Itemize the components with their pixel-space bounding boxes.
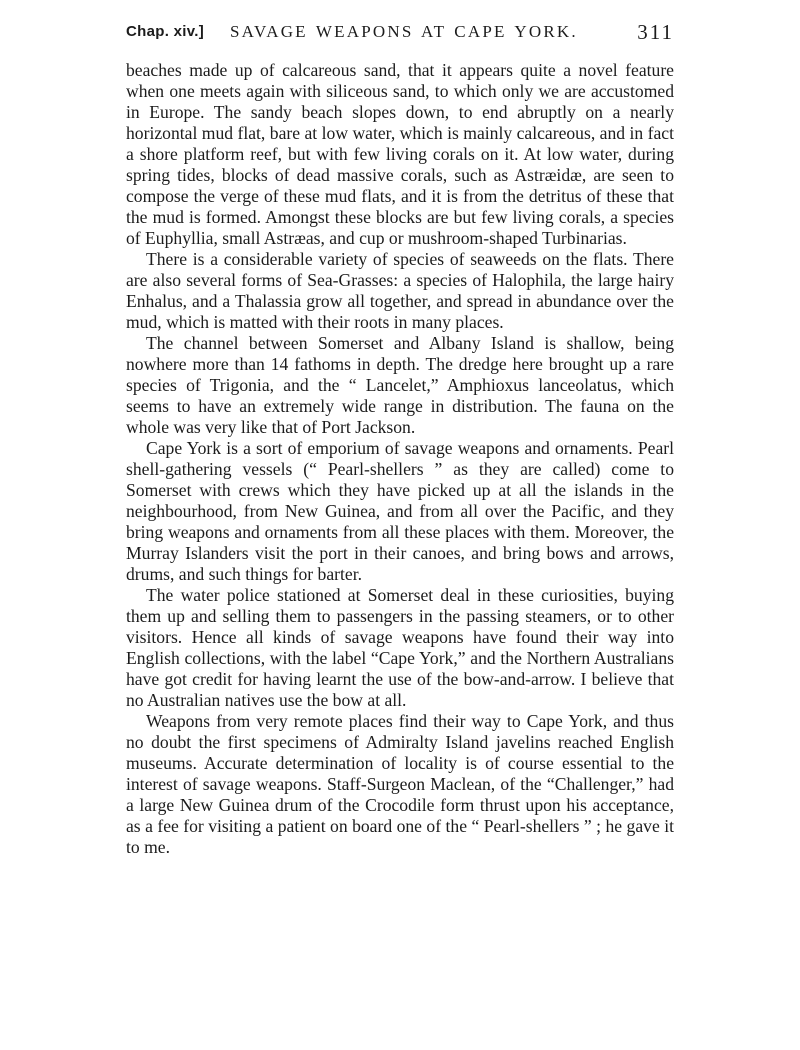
paragraph-3: The channel between Somerset and Albany Island is shallow, being nowhere more than 14 fathoms in depth. The dredge here brought up a rare species of Trigonia, and the “ Lancelet,” Amphioxus lanceolatus, which seems to have an extremely wide range in distribution. The fauna on the whole was very like that of Port Jackson. bbox=[126, 333, 674, 437]
page-body bbox=[126, 60, 674, 858]
page-title: SAVAGE WEAPONS AT CAPE YORK. bbox=[230, 22, 578, 41]
paragraph-4: Cape York is a sort of emporium of savage weapons and ornaments. Pearl shell-gathering vessels (“ Pearl-shellers ” as they are called) come to Somerset with crews which they have picked up at all the islands in the neighbourhood, from New Guinea, and from all over the Pacific, and they bring weapons and ornaments from all these places with them. Moreover, the Murray Islanders visit the port in their canoes, and bring bows and arrows, drums, and such things for barter. bbox=[126, 438, 674, 584]
page-number: 311 bbox=[637, 20, 674, 44]
paragraph-1: beaches made up of calcareous sand, that it appears quite a novel feature when one meets again with siliceous sand, to which only we are accustomed in Europe. The sandy beach slopes down, to end abruptly on a nearly horizontal mud flat, bare at low water, which is mainly calcareous, and in fact a shore platform reef, but with few living corals on it. At low water, during spring tides, blocks of dead massive corals, such as Astræidæ, are seen to compose the verge of these mud flats, and it is from the detritus of these that the mud is formed. Amongst these blocks are but few living corals, a species of Euphyllia, small Astræas, and cup or mushroom-shaped Turbinarias. bbox=[126, 60, 674, 248]
paragraph-6: Weapons from very remote places find their way to Cape York, and thus no doubt the first specimens of Admiralty Island javelins reached English museums. Accurate determination of locality is of course essential to the interest of savage weapons. Staff-Surgeon Maclean, of the “Challenger,” had a large New Guinea drum of the Crocodile form thrust upon his acceptance, as a fee for visiting a patient on board one of the “ Pearl-shellers ” ; he gave it to me. bbox=[126, 711, 674, 857]
paragraph-5: The water police stationed at Somerset deal in these curiosities, buying them up and selling them to passengers in the passing steamers, or to other visitors. Hence all kinds of savage weapons have found their way into English collections, with the label “Cape York,” and the Northern Australians have got credit for having learnt the use of the bow-and-arrow. I believe that no Australian natives use the bow at all. bbox=[126, 585, 674, 710]
running-header bbox=[126, 18, 674, 48]
paragraph-2: There is a considerable variety of species of seaweeds on the flats. There are also several forms of Sea-Grasses: a species of Halophila, the large hairy Enhalus, and a Thalassia grow all together, and spread in abundance over the mud, which is matted with their roots in many places. bbox=[126, 249, 674, 332]
chapter-label: Chap. xiv.] bbox=[126, 23, 205, 40]
